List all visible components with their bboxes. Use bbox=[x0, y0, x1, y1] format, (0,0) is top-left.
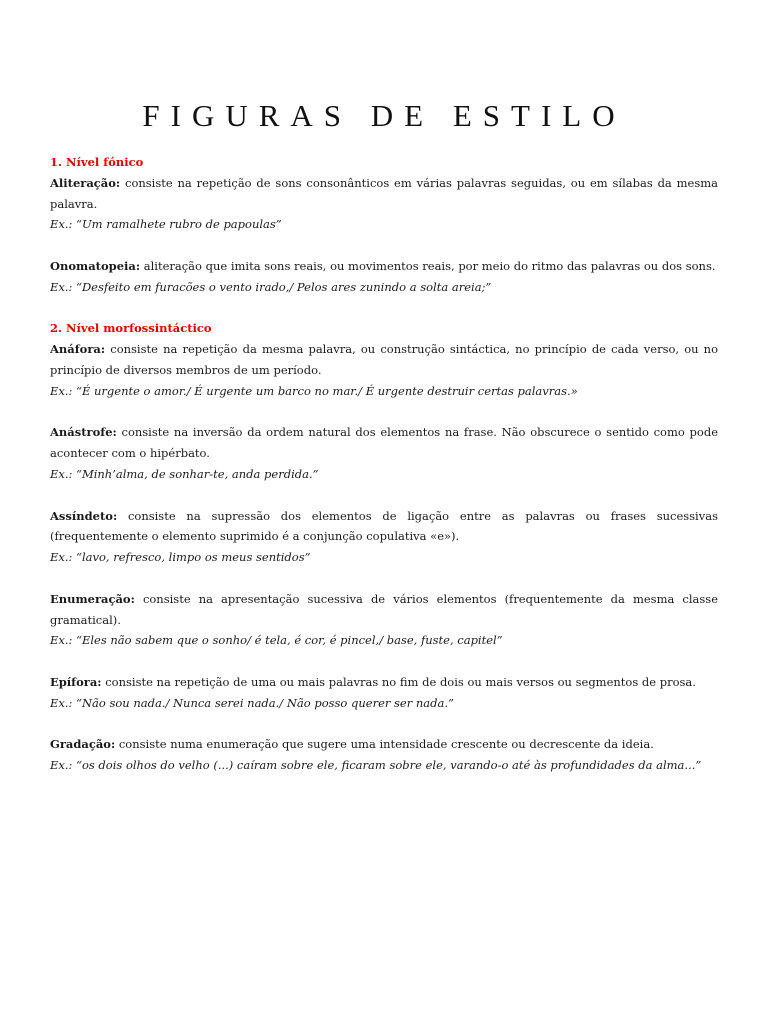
entry-enumeracao bbox=[50, 589, 718, 651]
definition-text-onomatopeia: aliteração que imita sons reais, ou movimentos reais, por meio do ritmo das palavras ou dos sons. bbox=[140, 258, 716, 273]
definition-text-anastrofe: consiste na inversão da ordem natural dos elementos na frase. Não obscurece o sentido como pode acontecer com o hipérbato. bbox=[50, 425, 718, 461]
example-gradacao: Ex.: “os dois olhos do velho (...) caíram sobre ele, ficaram sobre ele, varando-o até às profundidades da alma...” bbox=[50, 758, 702, 773]
entry-epifora bbox=[50, 672, 718, 714]
term-gradacao: Gradação: bbox=[50, 737, 116, 752]
example-epifora: Ex.: “Não sou nada./ Nunca serei nada./ Não posso querer ser nada.” bbox=[50, 695, 454, 710]
term-onomatopeia: Onomatopeia: bbox=[50, 258, 141, 273]
definition-text-aliteracao: consiste na repetição de sons consonânticos em várias palavras seguidas, ou em sílabas da mesma palavra. bbox=[50, 175, 718, 211]
definition-onomatopeia bbox=[50, 256, 718, 277]
example-aliteracao: Ex.: “Um ramalhete rubro de papoulas” bbox=[50, 217, 282, 232]
document-body bbox=[50, 152, 718, 776]
section-heading-morfossintactico: 2. Nível morfossintáctico bbox=[50, 321, 212, 336]
document-title: FIGURAS DE ESTILO bbox=[142, 98, 626, 133]
term-anafora: Anáfora: bbox=[50, 342, 106, 357]
definition-enumeracao bbox=[50, 589, 718, 631]
definition-text-assindeto: consiste na supressão dos elementos de ligação entre as palavras ou frases sucessivas (frequentemente o elemento suprimido é a conjunção copulativa «e»). bbox=[50, 508, 718, 544]
entry-assindeto bbox=[50, 506, 718, 568]
entry-onomatopeia bbox=[50, 256, 718, 298]
definition-text-epifora: consiste na repetição de uma ou mais palavras no fim de dois ou mais versos ou segmentos de prosa. bbox=[101, 674, 696, 689]
definition-text-enumeracao: consiste na apresentação sucessiva de vários elementos (frequentemente da mesma classe gramatical). bbox=[50, 591, 718, 627]
definition-text-gradacao: consiste numa enumeração que sugere uma intensidade crescente ou decrescente da ideia. bbox=[115, 737, 654, 752]
entry-anafora bbox=[50, 339, 718, 401]
example-enumeracao: Ex.: “Eles não sabem que o sonho/ é tela, é cor, é pincel,/ base, fuste, capitel” bbox=[50, 633, 503, 648]
example-onomatopeia: Ex.: “Desfeito em furacões o vento irado,/ Pelos ares zunindo a solta areia;” bbox=[50, 279, 492, 294]
term-aliteracao: Aliteração: bbox=[50, 175, 121, 190]
entry-aliteracao bbox=[50, 173, 718, 235]
definition-aliteracao bbox=[50, 173, 718, 215]
example-assindeto: Ex.: “lavo, refresco, limpo os meus sentidos” bbox=[50, 550, 311, 565]
definition-epifora bbox=[50, 672, 718, 693]
term-assindeto: Assíndeto: bbox=[50, 508, 118, 523]
term-anastrofe: Anástrofe: bbox=[50, 425, 117, 440]
term-enumeracao: Enumeração: bbox=[50, 591, 135, 606]
definition-assindeto bbox=[50, 506, 718, 548]
definition-anafora bbox=[50, 339, 718, 381]
section-heading-fonico: 1. Nível fónico bbox=[50, 155, 144, 169]
term-epifora: Epífora: bbox=[50, 674, 102, 689]
definition-gradacao bbox=[50, 734, 718, 755]
definition-text-anafora: consiste na repetição da mesma palavra, ou construção sintáctica, no princípio de cada verso, ou no princípio de diversos membros de um período. bbox=[50, 342, 718, 377]
definition-anastrofe bbox=[50, 422, 718, 464]
example-anastrofe: Ex.: “Minh’alma, de sonhar-te, anda perdida.” bbox=[50, 466, 319, 481]
entry-gradacao bbox=[50, 734, 718, 776]
entry-anastrofe bbox=[50, 422, 718, 484]
example-anafora: Ex.: “É urgente o amor./ É urgente um barco no mar./ É urgente destruir certas palavras.» bbox=[50, 383, 578, 398]
